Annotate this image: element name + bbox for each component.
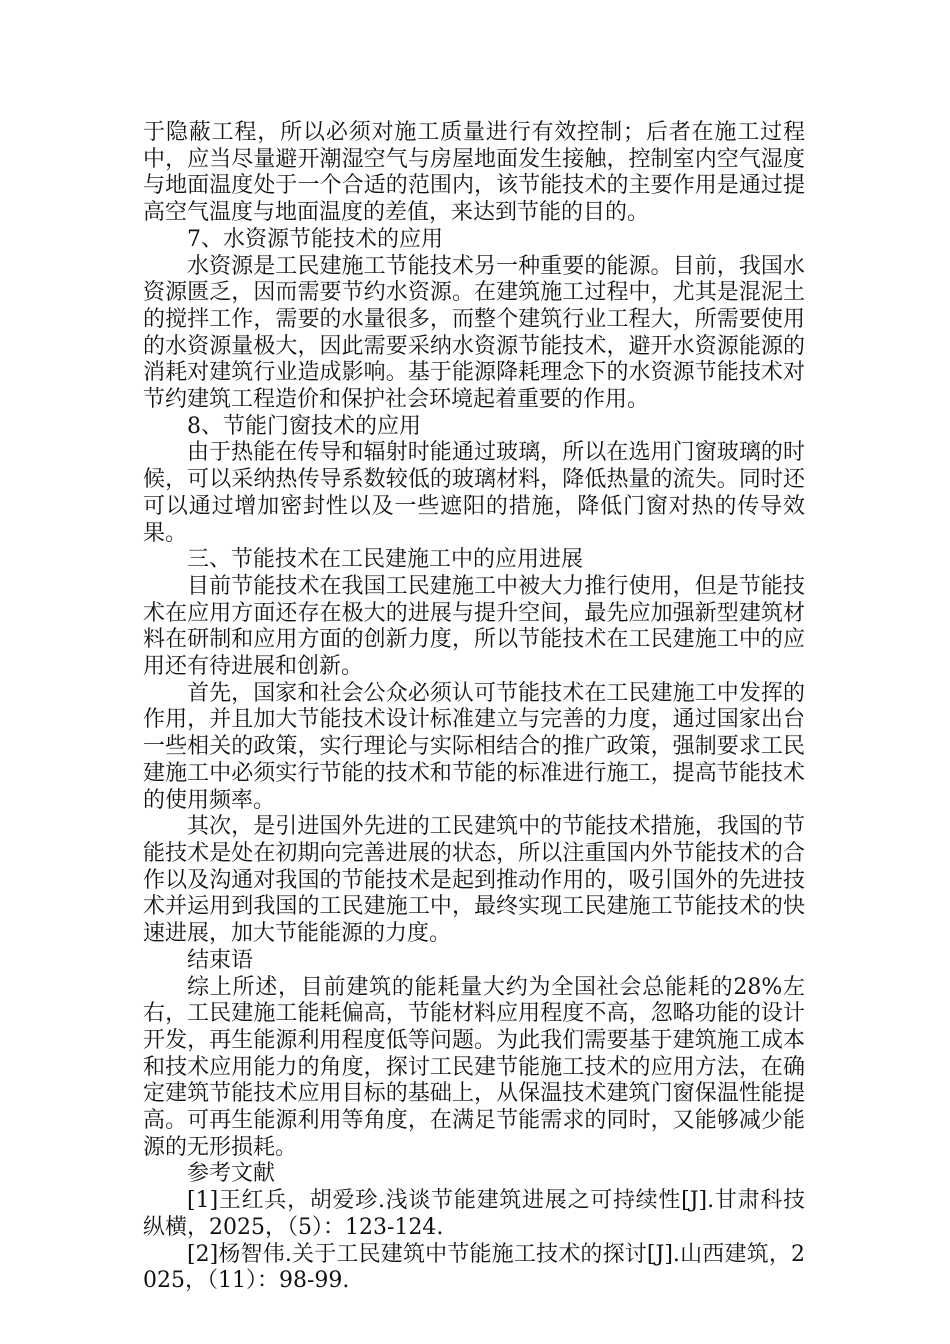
references-heading: 参考文献 xyxy=(187,1161,276,1187)
paragraph-development-second: 其次，是引进国外先进的工民建筑中的节能技术措施，我国的节能技术是处在初期向完善进展的状态，所以注重国内外节能技术的合作以及沟通对我国的节能技术是起到推动作用的，吸引国外的先进技术并运用到我国的工民建施工中，最终实现工民建施工节能技术的快速进展，加大节能能源的力度。 xyxy=(143,814,805,947)
section-heading-water-saving: 7、水资源节能技术的应用 xyxy=(187,226,443,252)
section-heading-doors-windows: 8、节能门窗技术的应用 xyxy=(187,413,421,439)
paragraph-doors-windows: 由于热能在传导和辐射时能通过玻璃，所以在选用门窗玻璃的时候，可以采纳热传导系数较低的玻璃材料，降低热量的流失。同时还可以通过增加密封性以及一些遮阳的措施，降低门窗对热的传导效果。 xyxy=(143,440,805,546)
paragraph-development-intro: 目前节能技术在我国工民建施工中被大力推行使用，但是节能技术在应用方面还存在极大的进展与提升空间，最先应加强新型建筑材料在研制和应用方面的创新力度，所以节能技术在工民建施工中的应用还有待进展和创新。 xyxy=(143,573,805,680)
document-body xyxy=(143,120,805,1295)
paragraph-continuation: 于隐蔽工程，所以必须对施工质量进行有效控制；后者在施工过程中，应当尽量避开潮湿空气与房屋地面发生接触，控制室内空气湿度与地面温度处于一个合适的范围内，该节能技术的主要作用是通过提高空气温度与地面温度的差值，来达到节能的目的。 xyxy=(143,120,805,226)
section-heading-development: 三、节能技术在工民建施工中的应用进展 xyxy=(187,547,584,573)
conclusion-heading: 结束语 xyxy=(187,947,254,973)
paragraph-water-saving: 水资源是工民建施工节能技术另一种重要的能源。目前，我国水资源匮乏，因而需要节约水资源。在建筑施工过程中，尤其是混泥土的搅拌工作，需要的水量很多，而整个建筑行业工程大，所需要使用的水资源量极大，因此需要采纳水资源节能技术，避开水资源能源的消耗对建筑行业造成影响。基于能源降耗理念下的水资源节能技术对节约建筑工程造价和保护社会环境起着重要的作用。 xyxy=(143,253,805,413)
paragraph-conclusion: 综上所述，目前建筑的能耗量大约为全国社会总能耗的28%左右，工民建施工能耗偏高，节能材料应用程度不高，忽略功能的设计开发，再生能源利用程度低等问题。为此我们需要基于建筑施工成本和技术应用能力的角度，探讨工民建节能施工技术的应用方法，在确定建筑节能技术应用目标的基础上，从保温技术建筑门窗保温性能提高。可再生能源利用等角度，在满足节能需求的同时，又能够减少能源的无形损耗。 xyxy=(143,974,805,1160)
reference-item-1: [1]王红兵，胡爱珍.浅谈节能建筑进展之可持续性[J].甘肃科技纵横，2025，（5）：123-124. xyxy=(143,1188,805,1240)
paragraph-development-first: 首先，国家和社会公众必须认可节能技术在工民建施工中发挥的作用，并且加大节能技术设计标准建立与完善的力度，通过国家出台一些相关的政策，实行理论与实际相结合的推广政策，强制要求工民建施工中必须实行节能的技术和节能的标准进行施工，提高节能技术的使用频率。 xyxy=(143,680,805,813)
reference-item-2: [2]杨智伟.关于工民建筑中节能施工技术的探讨[J].山西建筑，2025，（11）：98-99. xyxy=(143,1241,805,1294)
